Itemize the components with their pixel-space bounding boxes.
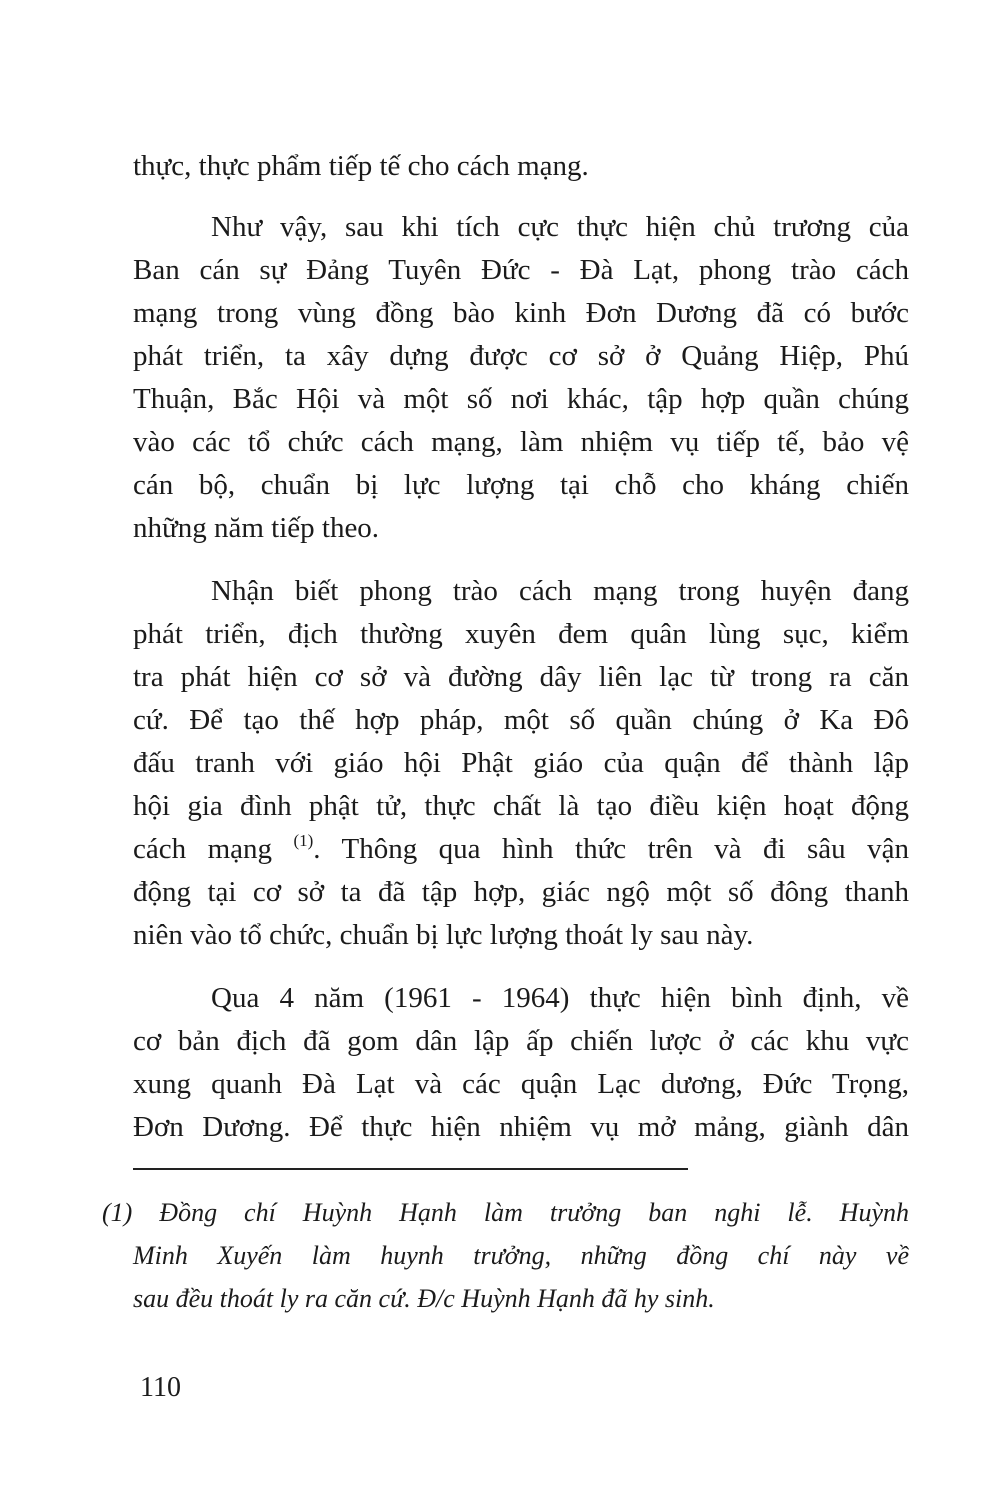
- body-line: vào các tổ chức cách mạng, làm nhiệm vụ tiếp tế, bảo vệ: [133, 426, 909, 458]
- body-line: Đơn Dương. Để thực hiện nhiệm vụ mở mảng, giành dân: [133, 1111, 909, 1143]
- body-line: Thuận, Bắc Hội và một số nơi khác, tập hợp quần chúng: [133, 383, 909, 415]
- footnote-line: sau đều thoát ly ra căn cứ. Đ/c Huỳnh Hạnh đã hy sinh.: [133, 1284, 715, 1313]
- footnote-reference: (1): [293, 831, 314, 850]
- body-line: Nhận biết phong trào cách mạng trong huyện đang: [211, 575, 909, 607]
- body-line: mạng trong vùng đồng bào kinh Đơn Dương đã có bước: [133, 297, 909, 329]
- body-line: Ban cán sự Đảng Tuyên Đức - Đà Lạt, phong trào cách: [133, 254, 909, 286]
- footnote-separator: [133, 1168, 688, 1170]
- body-line: phát triển, địch thường xuyên đem quân lùng sục, kiểm: [133, 618, 909, 650]
- body-line: xung quanh Đà Lạt và các quận Lạc dương, Đức Trọng,: [133, 1068, 909, 1100]
- body-line: những năm tiếp theo.: [133, 512, 380, 544]
- body-line: thực, thực phẩm tiếp tế cho cách mạng.: [133, 150, 589, 182]
- body-line-with-footnote-ref: [133, 829, 909, 869]
- body-line: đấu tranh với giáo hội Phật giáo của quận để thành lập: [133, 747, 909, 779]
- body-line: cứ. Để tạo thế hợp pháp, một số quần chúng ở Ka Đô: [133, 704, 909, 736]
- body-text: cách mạng: [133, 833, 294, 865]
- body-line: động tại cơ sở ta đã tập hợp, giác ngộ một số đông thanh: [133, 876, 909, 908]
- body-line: Qua 4 năm (1961 - 1964) thực hiện bình định, về: [211, 982, 909, 1014]
- body-line: hội gia đình phật tử, thực chất là tạo điều kiện hoạt động: [133, 790, 909, 822]
- body-line: cán bộ, chuẩn bị lực lượng tại chỗ cho kháng chiến: [133, 469, 909, 501]
- body-line: Như vậy, sau khi tích cực thực hiện chủ trương của: [211, 211, 909, 243]
- body-line: niên vào tổ chức, chuẩn bị lực lượng thoát ly sau này.: [133, 919, 754, 951]
- footnote-line: (1) Đồng chí Huỳnh Hạnh làm trưởng ban nghi lễ. Huỳnh: [102, 1198, 909, 1227]
- footnote-line: Minh Xuyến làm huynh trưởng, những đồng chí này về: [133, 1241, 909, 1270]
- body-text: . Thông qua hình thức trên và đi sâu vận: [313, 833, 909, 865]
- page-number: 110: [140, 1372, 181, 1403]
- body-line: tra phát hiện cơ sở và đường dây liên lạc từ trong ra căn: [133, 661, 909, 693]
- body-line: cơ bản địch đã gom dân lập ấp chiến lược ở các khu vực: [133, 1025, 909, 1057]
- body-line: phát triển, ta xây dựng được cơ sở ở Quảng Hiệp, Phú: [133, 340, 909, 372]
